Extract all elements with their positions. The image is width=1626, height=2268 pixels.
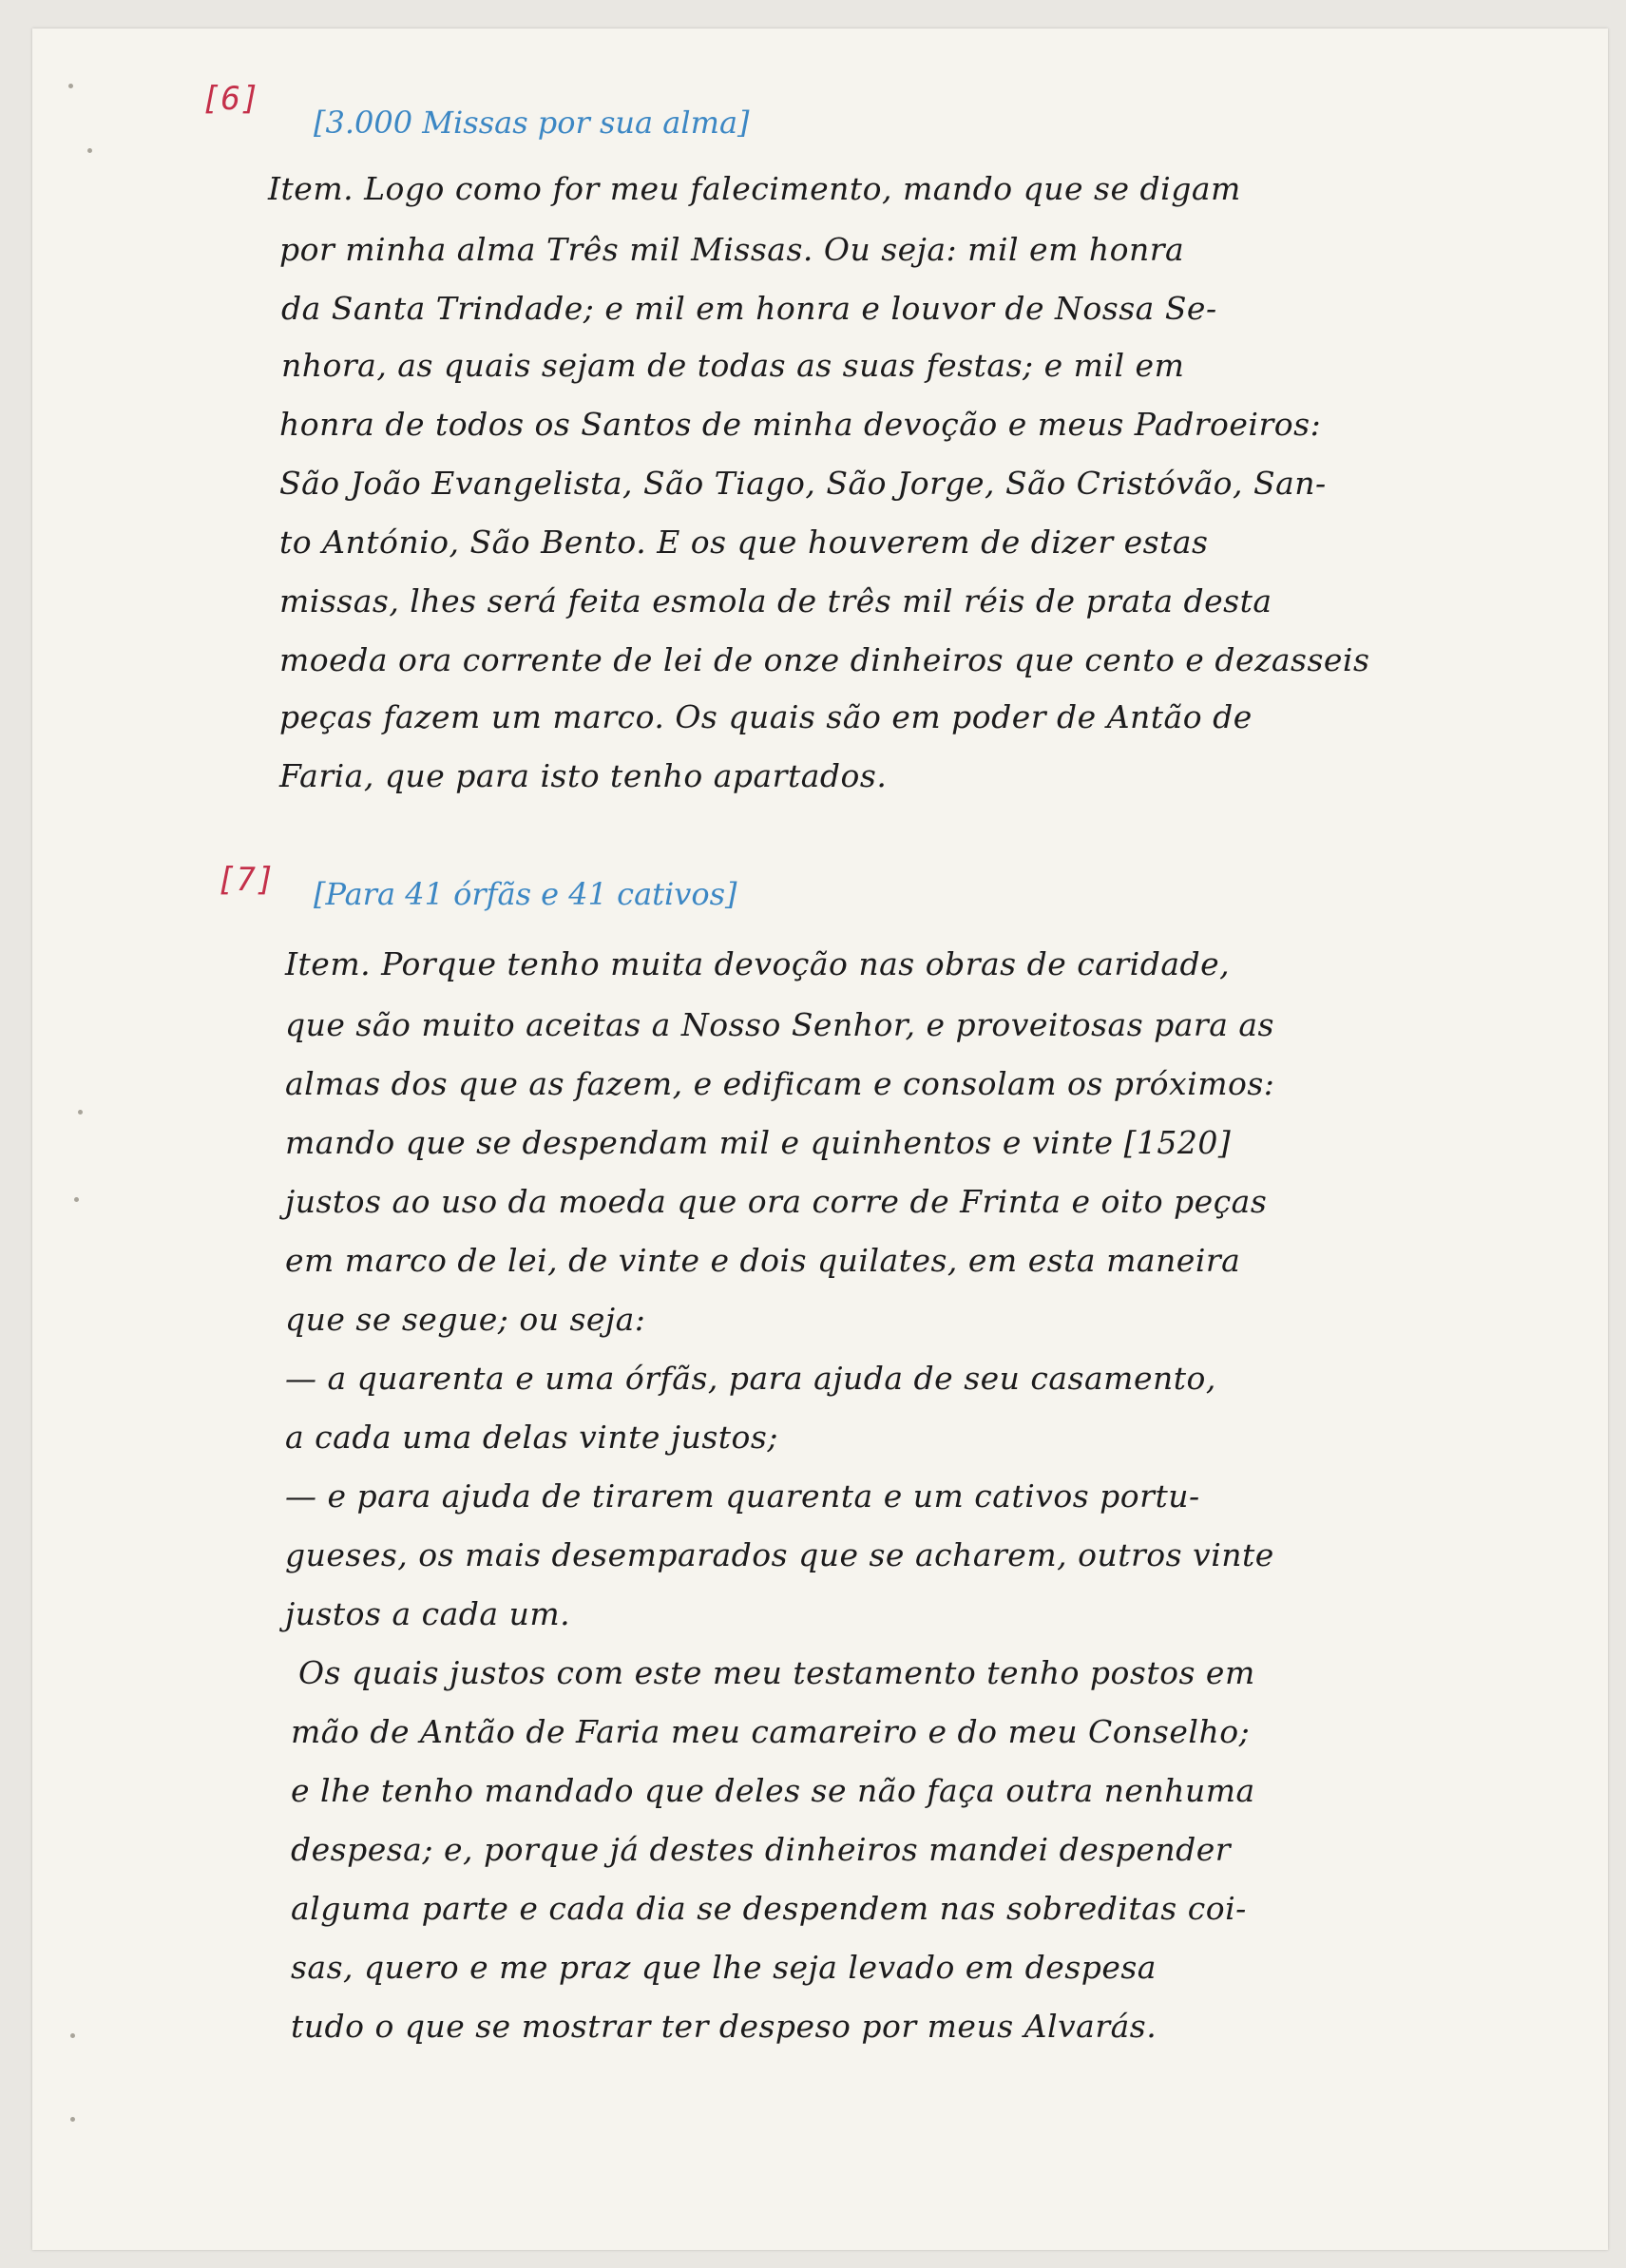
text-line: — e para ajuda de tirarem quarenta e um cativos portu- — [285, 1477, 1200, 1515]
binder-hole — [87, 148, 92, 153]
text-line: peças fazem um marco. Os quais são em poder de Antão de — [279, 698, 1253, 735]
text-line: to António, São Bento. E os que houverem de dizer estas — [279, 524, 1209, 561]
text-line: da Santa Trindade; e mil em honra e louvor de Nossa Se- — [281, 290, 1217, 327]
manuscript-page — [32, 29, 1608, 2250]
text-line: em marco de lei, de vinte e dois quilates, em esta maneira — [285, 1242, 1241, 1279]
text-line: nhora, as quais sejam de todas as suas festas; e mil em — [281, 347, 1185, 384]
text-line: almas dos que as fazem, e edificam e consolam os próximos: — [285, 1065, 1275, 1102]
section-number: [6] — [201, 80, 260, 118]
text-line: mando que se despendam mil e quinhentos e vinte [1520] — [285, 1124, 1232, 1161]
text-line: que são muito aceitas a Nosso Senhor, e proveitosas para as — [285, 1006, 1274, 1043]
text-line: e lhe tenho mandado que deles se não faça outra nenhuma — [291, 1772, 1255, 1809]
text-line: sas, quero e me praz que lhe seja levado em despesa — [291, 1949, 1157, 1986]
text-line: por minha alma Três mil Missas. Ou seja: mil em honra — [279, 231, 1185, 268]
text-line: justos a cada um. — [285, 1595, 571, 1632]
text-line: — a quarenta e uma órfãs, para ajuda de seu casamento, — [285, 1360, 1216, 1397]
text-line: tudo o que se mostrar ter despeso por meus Alvarás. — [291, 2008, 1157, 2045]
binder-hole — [74, 1197, 79, 1202]
binder-hole — [70, 2033, 75, 2038]
text-line: que se segue; ou seja: — [285, 1301, 646, 1338]
binder-hole — [68, 84, 73, 88]
binder-hole — [78, 1110, 83, 1115]
text-line: despesa; e, porque já destes dinheiros mandei despender — [291, 1831, 1232, 1868]
text-line: Faria, que para isto tenho apartados. — [279, 757, 888, 794]
text-line: a cada uma delas vinte justos; — [285, 1419, 778, 1456]
text-line: São João Evangelista, São Tiago, São Jorge, São Cristóvão, San- — [279, 465, 1327, 502]
section-title: [3.000 Missas por sua alma] — [314, 105, 750, 141]
section-number: [7] — [217, 861, 276, 899]
text-line: honra de todos os Santos de minha devoção e meus Padroeiros: — [279, 406, 1322, 443]
section-title: [Para 41 órfãs e 41 cativos] — [314, 876, 737, 912]
text-line: Item. Porque tenho muita devoção nas obras de caridade, — [285, 945, 1231, 982]
text-line: alguma parte e cada dia se despendem nas sobreditas coi- — [291, 1890, 1247, 1927]
text-line: justos ao uso da moeda que ora corre de Frinta e oito peças — [285, 1183, 1268, 1220]
binder-hole — [70, 2117, 75, 2122]
text-line: mão de Antão de Faria meu camareiro e do meu Conselho; — [291, 1713, 1251, 1750]
text-line: gueses, os mais desemparados que se acharem, outros vinte — [285, 1536, 1274, 1573]
text-line: Os quais justos com este meu testamento tenho postos em — [298, 1654, 1255, 1691]
text-line: moeda ora corrente de lei de onze dinheiros que cento e dezasseis — [279, 641, 1370, 678]
text-line: missas, lhes será feita esmola de três mil réis de prata desta — [279, 582, 1272, 619]
text-line: Item. Logo como for meu falecimento, mando que se digam — [268, 170, 1241, 207]
